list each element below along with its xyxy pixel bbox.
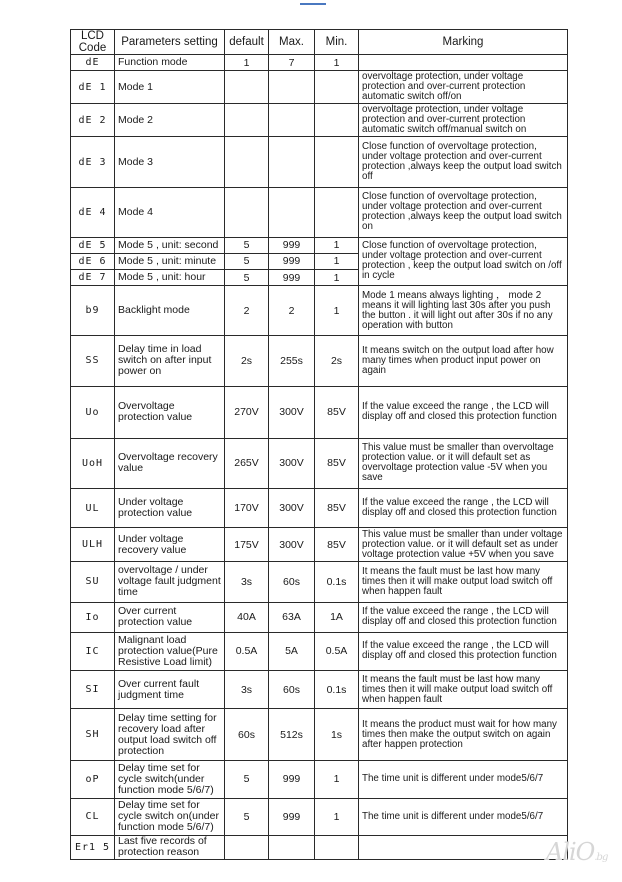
parameter-name: Backlight mode (115, 286, 225, 336)
lcd-code: Er1 5 (71, 835, 115, 859)
default-value: 60s (225, 709, 269, 761)
max-value (269, 137, 315, 187)
max-value: 300V (269, 386, 315, 438)
min-value: 85V (315, 489, 359, 528)
parameter-name: Over current protection value (115, 602, 225, 632)
max-value: 512s (269, 709, 315, 761)
table-row (71, 286, 568, 336)
min-value: 85V (315, 386, 359, 438)
default-value: 270V (225, 386, 269, 438)
max-value: 999 (269, 237, 315, 253)
max-value: 7 (269, 55, 315, 71)
max-value: 60s (269, 562, 315, 602)
lcd-code: Io (71, 602, 115, 632)
table-row (71, 798, 568, 835)
header-parameters-setting: Parameters setting (115, 30, 225, 55)
parameter-table (70, 29, 568, 860)
parameter-name: Under voltage recovery value (115, 528, 225, 562)
min-value: 0.1s (315, 670, 359, 708)
marking-text: It means the fault must be last how many times then it will make output load switch off when happen fault (359, 670, 568, 708)
parameter-name: overvoltage / under voltage fault judgment time (115, 562, 225, 602)
max-value: 300V (269, 489, 315, 528)
min-value: 1 (315, 286, 359, 336)
max-value: 300V (269, 438, 315, 488)
lcd-code: ULH (71, 528, 115, 562)
table-row (71, 632, 568, 670)
parameter-name: Last five records of protection reason (115, 835, 225, 859)
table-row (71, 104, 568, 137)
marking-text (359, 835, 568, 859)
default-value: 1 (225, 55, 269, 71)
min-value (315, 835, 359, 859)
parameter-name: Mode 5 , unit: hour (115, 270, 225, 286)
parameter-name: Overvoltage recovery value (115, 438, 225, 488)
lcd-code: SU (71, 562, 115, 602)
parameter-name: Mode 5 , unit: second (115, 237, 225, 253)
min-value: 1s (315, 709, 359, 761)
marking-text: The time unit is different under mode5/6/7 (359, 798, 568, 835)
max-value: 999 (269, 761, 315, 798)
min-value: 1 (315, 761, 359, 798)
default-value: 2 (225, 286, 269, 336)
lcd-code: dE 6 (71, 253, 115, 269)
marking-text: If the value exceed the range , the LCD will display off and closed this protection function (359, 489, 568, 528)
min-value (315, 187, 359, 237)
lcd-code: SI (71, 670, 115, 708)
min-value: 1 (315, 270, 359, 286)
max-value (269, 71, 315, 104)
max-value (269, 104, 315, 137)
table-row (71, 528, 568, 562)
parameter-name: Over current fault judgment time (115, 670, 225, 708)
table-row (71, 562, 568, 602)
min-value: 0.1s (315, 562, 359, 602)
min-value: 1A (315, 602, 359, 632)
min-value: 1 (315, 237, 359, 253)
parameter-name: Function mode (115, 55, 225, 71)
default-value: 3s (225, 562, 269, 602)
header-row (71, 30, 568, 55)
table-row (71, 438, 568, 488)
marking-text: overvoltage protection, under voltage protection and over-current protection automatic switch off/on (359, 71, 568, 104)
table-row (71, 71, 568, 104)
lcd-code: IC (71, 632, 115, 670)
default-value (225, 104, 269, 137)
marking-text: Close function of overvoltage protection, under voltage protection and over-current protection , keep the output load switch on /off in cycle (359, 237, 568, 285)
lcd-code: UoH (71, 438, 115, 488)
watermark-suffix: .bg (594, 852, 608, 863)
lcd-code: oP (71, 761, 115, 798)
default-value: 0.5A (225, 632, 269, 670)
header-marking: Marking (359, 30, 568, 55)
parameter-name: Mode 2 (115, 104, 225, 137)
table-row (71, 709, 568, 761)
max-value: 999 (269, 253, 315, 269)
max-value: 60s (269, 670, 315, 708)
default-value: 5 (225, 798, 269, 835)
table-row (71, 237, 568, 253)
parameter-name: Delay time setting for recovery load after output load switch off protection (115, 709, 225, 761)
default-value: 40A (225, 602, 269, 632)
header-max: Max. (269, 30, 315, 55)
max-value: 63A (269, 602, 315, 632)
top-scroll-indicator (300, 3, 326, 5)
lcd-code: SS (71, 336, 115, 386)
max-value: 999 (269, 270, 315, 286)
parameter-name: Malignant load protection value(Pure Resistive Load limit) (115, 632, 225, 670)
watermark-main: AliO (546, 838, 595, 866)
marking-text: It means the fault must be last how many times then it will make output load switch off when happen fault (359, 562, 568, 602)
table-row (71, 137, 568, 187)
default-value (225, 835, 269, 859)
default-value: 5 (225, 253, 269, 269)
table-row (71, 489, 568, 528)
marking-text: Close function of overvoltage protection, under voltage protection and over-current protection ,always keep the output load switch on (359, 187, 568, 237)
default-value: 170V (225, 489, 269, 528)
min-value: 1 (315, 55, 359, 71)
lcd-code: dE (71, 55, 115, 71)
table-row (71, 670, 568, 708)
header-min: Min. (315, 30, 359, 55)
default-value: 5 (225, 237, 269, 253)
marking-text: It means the product must wait for how many times then make the output switch on again after happen protection (359, 709, 568, 761)
default-value: 3s (225, 670, 269, 708)
parameter-name: Delay time set for cycle switch on(under function mode 5/6/7) (115, 798, 225, 835)
lcd-code: SH (71, 709, 115, 761)
table-row (71, 835, 568, 859)
marking-text: If the value exceed the range , the LCD will display off and closed this protection function (359, 602, 568, 632)
lcd-code: dE 5 (71, 237, 115, 253)
max-value: 999 (269, 798, 315, 835)
table-row (71, 55, 568, 71)
lcd-code: Uo (71, 386, 115, 438)
min-value: 85V (315, 528, 359, 562)
min-value: 85V (315, 438, 359, 488)
marking-text: The time unit is different under mode5/6/7 (359, 761, 568, 798)
header-default: default (225, 30, 269, 55)
min-value (315, 104, 359, 137)
min-value: 1 (315, 253, 359, 269)
parameter-name: Overvoltage protection value (115, 386, 225, 438)
marking-text: Mode 1 means always lighting ， mode 2 means it will lighting last 30s after you push the button . it will light out after 30s if no any operation with button (359, 286, 568, 336)
lcd-code: dE 2 (71, 104, 115, 137)
marking-text: This value must be smaller than under voltage protection value. or it will default set as under voltage protection value +5V when you save (359, 528, 568, 562)
marking-text (359, 55, 568, 71)
parameter-name: Delay time in load switch on after input power on (115, 336, 225, 386)
lcd-code: dE 7 (71, 270, 115, 286)
parameter-name: Mode 3 (115, 137, 225, 187)
max-value (269, 835, 315, 859)
parameter-name: Mode 4 (115, 187, 225, 237)
default-value (225, 137, 269, 187)
parameter-name: Mode 5 , unit: minute (115, 253, 225, 269)
table-row (71, 386, 568, 438)
lcd-code: CL (71, 798, 115, 835)
lcd-code: UL (71, 489, 115, 528)
marking-text: If the value exceed the range , the LCD will display off and closed this protection function (359, 632, 568, 670)
min-value: 0.5A (315, 632, 359, 670)
lcd-code: dE 4 (71, 187, 115, 237)
header-lcd-code: LCD Code (71, 30, 115, 55)
table-row (71, 187, 568, 237)
lcd-code: b9 (71, 286, 115, 336)
min-value (315, 71, 359, 104)
lcd-code: dE 1 (71, 71, 115, 104)
marking-text: It means switch on the output load after how many times when product input power on again (359, 336, 568, 386)
marking-text: overvoltage protection, under voltage protection and over-current protection automatic switch off/manual switch on (359, 104, 568, 137)
marking-text: This value must be smaller than overvoltage protection value. or it will default set as overvoltage protection value -5V when you save (359, 438, 568, 488)
min-value: 1 (315, 798, 359, 835)
max-value: 5A (269, 632, 315, 670)
parameter-name: Delay time set for cycle switch(under function mode 5/6/7) (115, 761, 225, 798)
default-value: 5 (225, 270, 269, 286)
table-row (71, 336, 568, 386)
default-value: 175V (225, 528, 269, 562)
parameter-name: Mode 1 (115, 71, 225, 104)
marking-text: Close function of overvoltage protection, under voltage protection and over-current protection ,always keep the output load switch off (359, 137, 568, 187)
max-value (269, 187, 315, 237)
default-value (225, 71, 269, 104)
lcd-code: dE 3 (71, 137, 115, 187)
table-row (71, 761, 568, 798)
max-value: 300V (269, 528, 315, 562)
min-value: 2s (315, 336, 359, 386)
default-value: 5 (225, 761, 269, 798)
default-value: 265V (225, 438, 269, 488)
parameter-name: Under voltage protection value (115, 489, 225, 528)
default-value (225, 187, 269, 237)
watermark-logo (546, 838, 607, 866)
default-value: 2s (225, 336, 269, 386)
marking-text: If the value exceed the range , the LCD will display off and closed this protection function (359, 386, 568, 438)
table-row (71, 602, 568, 632)
max-value: 255s (269, 336, 315, 386)
min-value (315, 137, 359, 187)
max-value: 2 (269, 286, 315, 336)
